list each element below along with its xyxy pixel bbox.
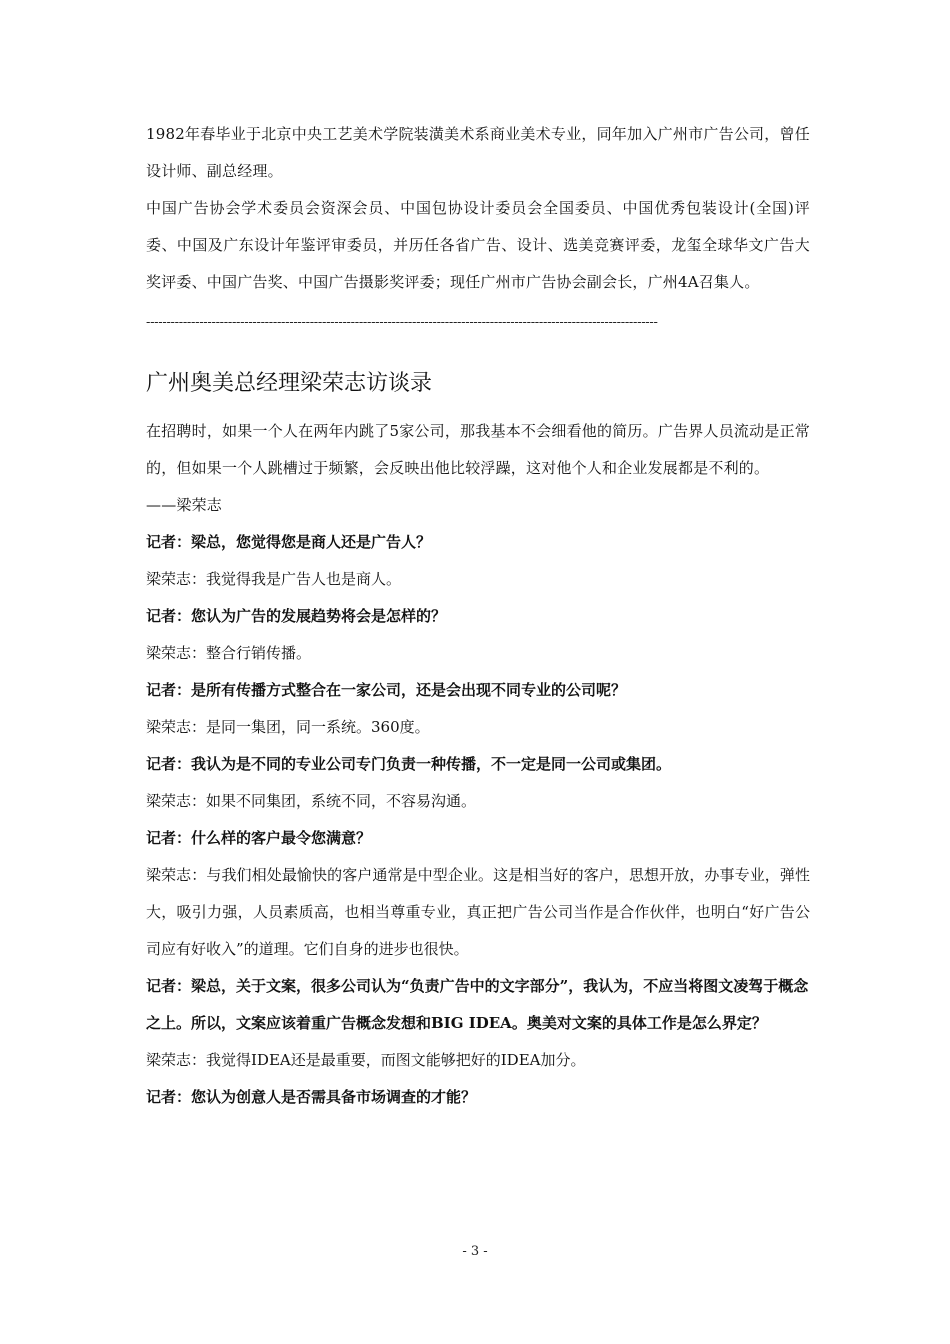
answer-2: 梁荣志：整合行销传播。 <box>146 644 312 662</box>
question-1: 记者：梁总，您觉得您是商人还是广告人？ <box>146 533 432 551</box>
question-2: 记者：您认为广告的发展趋势将会是怎样的？ <box>146 607 447 625</box>
page-number: - 3 - <box>462 1244 488 1259</box>
document-page <box>146 116 810 1116</box>
question-7: 记者：您认为创意人是否需具备市场调查的才能？ <box>146 1088 477 1106</box>
article-title: 广州奥美总经理梁荣志访谈录 <box>146 371 433 396</box>
bio-paragraph-1: 1982年春毕业于北京中央工艺美术学院装潢美术系商业美术专业，同年加入广州市广告公司，曾任设计师、副总经理。 <box>146 125 810 180</box>
intro-paragraph: 在招聘时，如果一个人在两年内跳了5家公司，那我基本不会细看他的简历。广告界人员流动是正常的，但如果一个人跳槽过于频繁，会反映出他比较浮躁，这对他个人和企业发展都是不利的。 <box>146 422 810 477</box>
question-6: 记者：梁总，关于文案，很多公司认为“负责广告中的文字部分”，我认为，不应当将图文凌驾于概念之上。所以，文案应该着重广告概念发想和BIG IDEA。奥美对文案的具体工作是怎么界定？ <box>146 977 809 1032</box>
question-5: 记者：什么样的客户最令您满意？ <box>146 829 372 847</box>
question-4: 记者：我认为是不同的专业公司专门负责一种传播，不一定是同一公司或集团。 <box>146 755 672 773</box>
intro-attribution: ——梁荣志 <box>146 496 223 514</box>
answer-6: 梁荣志：我觉得IDEA还是最重要，而图文能够把好的IDEA加分。 <box>146 1051 586 1069</box>
answer-5: 梁荣志：与我们相处最愉快的客户通常是中型企业。这是相当好的客户，思想开放，办事专业，弹性大，吸引力强，人员素质高，也相当尊重专业，真正把广告公司当作是合作伙伴，也明白“好广告公司应有好收入”的道理。它们自身的进步也很快。 <box>146 866 810 958</box>
answer-4: 梁荣志：如果不同集团，系统不同，不容易沟通。 <box>146 792 477 810</box>
answer-3: 梁荣志：是同一集团，同一系统。360度。 <box>146 718 430 736</box>
question-3: 记者：是所有传播方式整合在一家公司，还是会出现不同专业的公司呢？ <box>146 681 627 699</box>
divider-line: ----------------------------------------------------------------------------------------------------------------------------- <box>146 315 658 330</box>
bio-paragraph-2: 中国广告协会学术委员会资深会员、中国包协设计委员会全国委员、中国优秀包装设计(全国)评委、中国及广东设计年鉴评审委员，并历任各省广告、设计、选美竞赛评委，龙玺全球华文广告大奖评委、中国广告奖、中国广告摄影奖评委；现任广州市广告协会副会长，广州4A召集人。 <box>146 199 810 291</box>
answer-1: 梁荣志：我觉得我是广告人也是商人。 <box>146 570 402 588</box>
